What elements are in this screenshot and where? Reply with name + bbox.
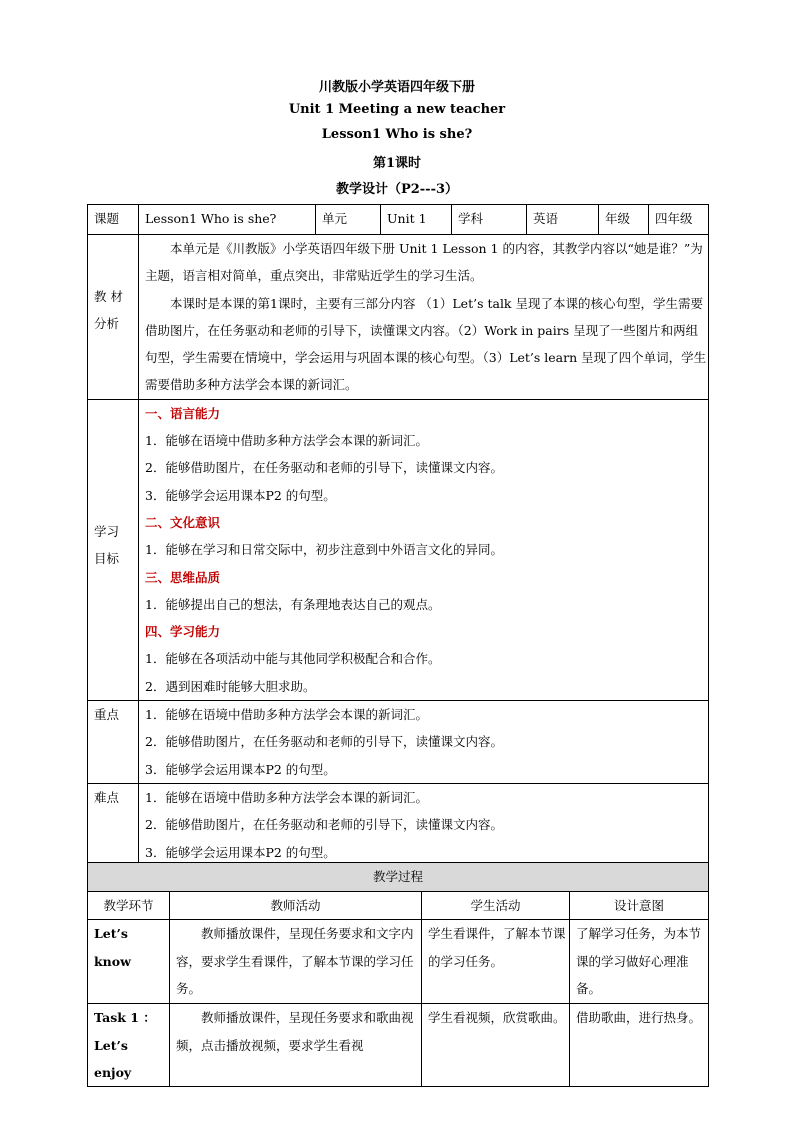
goal-heading: 三、思维品质 (145, 569, 221, 585)
grade-label: 年级 (599, 205, 649, 235)
goals-label-line2: 目标 (94, 551, 120, 567)
difficulty-item: 2．能够借助图片，在任务驱动和老师的引导下，读懂课文内容。 (145, 817, 503, 833)
unit-title: Unit 1 Meeting a new teacher (288, 102, 506, 117)
keypoint-item: 3．能够学会运用课本P2 的句型。 (145, 761, 336, 777)
process-stage: Let’s know (88, 920, 170, 1004)
teaching-process-table (87, 862, 709, 1087)
process-design-intent: 借助歌曲，进行热身。 (570, 1004, 709, 1087)
analysis-paragraph: 本课时是本课的第1课时，主要有三部分内容 （1）Let’s talk 呈现了本课的核心句型，学生需要借助图片，在任务驱动和老师的引导下，读懂课文内容。（2）Work in pairs 呈现了一些图片和两组句型，学生需要在情境中，学会运用与巩固本课的核心句型。（3）Let’s learn 呈现了四个单词，学生需要借助多种方法学会本课的新词汇。 (145, 295, 707, 393)
info-row (88, 205, 709, 235)
process-header-row (88, 892, 709, 920)
goal-heading: 一、语言能力 (145, 405, 221, 421)
difficulty-item: 1．能够在语境中借助多种方法学会本课的新词汇。 (145, 789, 428, 805)
analysis-label-line2: 分析 (94, 316, 120, 331)
unit-value: Unit 1 (381, 205, 452, 235)
analysis-row (88, 235, 709, 400)
analysis-paragraph: 本单元是《川教版》小学英语四年级下册 Unit 1 Lesson 1 的内容，其教学内容以“她是谁？”为主题，语言相对简单，重点突出，非常贴近学生的学习生活。 (145, 241, 703, 284)
goal-heading: 四、学习能力 (145, 624, 221, 640)
goal-item: 3．能够学会运用课本P2 的句型。 (145, 487, 336, 503)
process-student-activity: 学生看课件，了解本节课的学习任务。 (422, 920, 570, 1004)
goal-heading: 二、文化意识 (145, 514, 221, 530)
keypoint-item: 2．能够借助图片，在任务驱动和老师的引导下，读懂课文内容。 (145, 734, 503, 750)
goal-item: 2．能够借助图片，在任务驱动和老师的引导下，读懂课文内容。 (145, 460, 503, 476)
design-title: 教学设计（P2---3） (335, 182, 459, 197)
goal-item: 2．遇到困难时能够大胆求助。 (145, 678, 316, 694)
goals-content (139, 399, 709, 700)
analysis-label-line1: 教 材 (94, 289, 123, 304)
difficulties-row (88, 783, 709, 866)
process-teacher-activity: 教师播放课件，呈现任务要求和文字内容，要求学生看课件，了解本节课的学习任务。 (170, 920, 422, 1004)
process-teacher-activity: 教师播放课件，呈现任务要求和歌曲视频，点击播放视频，要求学生看视 (170, 1004, 422, 1087)
keypoints-content (139, 701, 709, 784)
analysis-content (139, 235, 709, 400)
goal-item: 1．能够提出自己的想法，有条理地表达自己的观点。 (145, 596, 441, 612)
col-header-teacher: 教师活动 (170, 892, 422, 920)
doc-title: 川教版小学英语四年级下册 (318, 80, 475, 95)
keypoint-item: 1．能够在语境中借助多种方法学会本课的新词汇。 (145, 707, 428, 723)
process-student-activity: 学生看视频，欣赏歌曲。 (422, 1004, 570, 1087)
process-title: 教学过程 (88, 863, 709, 892)
keypoints-row (88, 701, 709, 784)
process-design-intent: 了解学习任务，为本节课的学习做好心理准备。 (570, 920, 709, 1004)
goal-item: 1．能够在语境中借助多种方法学会本课的新词汇。 (145, 433, 428, 449)
subject-value: 英语 (527, 205, 599, 235)
unit-label: 单元 (316, 205, 381, 235)
col-header-stage: 教学环节 (88, 892, 170, 920)
goal-item: 1．能够在各项活动中能与其他同学积极配合和合作。 (145, 651, 441, 667)
process-title-row (88, 863, 709, 892)
col-header-intent: 设计意图 (570, 892, 709, 920)
topic-value: Lesson1 Who is she? (139, 205, 316, 235)
subject-label: 学科 (452, 205, 527, 235)
goals-row (88, 399, 709, 700)
lesson-title: Lesson1 Who is she? (321, 127, 473, 142)
difficulties-content (139, 783, 709, 866)
difficulties-label: 难点 (88, 783, 139, 866)
process-stage: Task 1 ：Let’s enjoy (88, 1004, 170, 1087)
goals-label-line1: 学习 (94, 523, 120, 539)
topic-label: 课题 (88, 205, 139, 235)
period-title: 第1课时 (372, 156, 422, 171)
process-row (88, 920, 709, 1004)
keypoints-label: 重点 (88, 701, 139, 784)
col-header-student: 学生活动 (422, 892, 570, 920)
process-row (88, 1004, 709, 1087)
analysis-label (88, 235, 139, 400)
grade-value: 四年级 (649, 205, 709, 235)
difficulty-item: 3．能够学会运用课本P2 的句型。 (145, 844, 336, 860)
goals-label (88, 399, 139, 700)
goal-item: 1．能够在学习和日常交际中，初步注意到中外语言文化的异同。 (145, 542, 503, 558)
lesson-info-table (87, 204, 709, 867)
